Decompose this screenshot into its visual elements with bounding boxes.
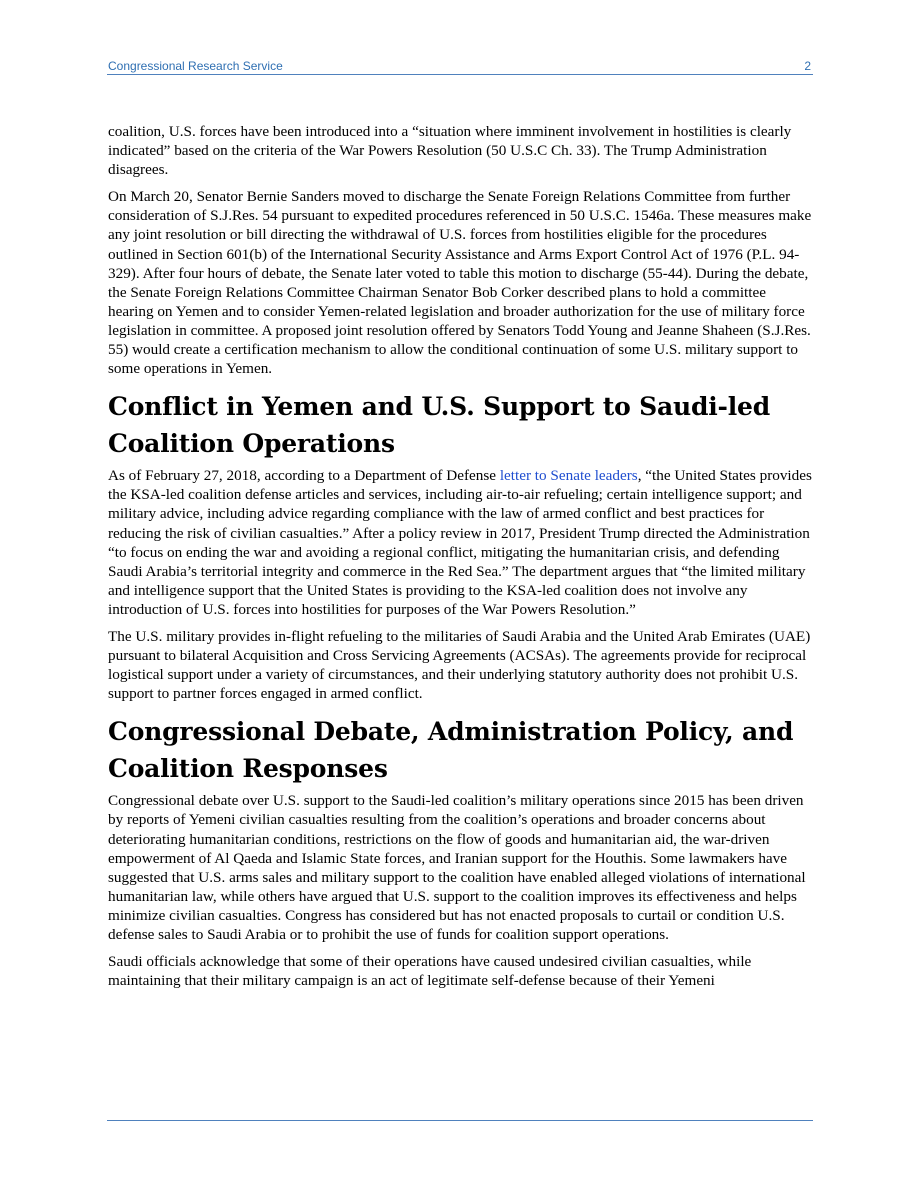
paragraph-5: Congressional debate over U.S. support to the Saudi-led coalition’s military operations since 2015 has been driven by reports of Yemeni civilian casualties resulting from the coalition’s operations and broader concerns about deteriorating humanitarian conditions, restrictions on the flow of goods and humanitarian aid, the war-driven empowerment of Al Qaeda and Islamic State forces, and Iranian support for the Houthis. Some lawmakers have suggested that U.S. arms sales and military support to the coalition have enabled alleged violations of international humanitarian law, while others have argued that U.S. support to the coalition improves its effectiveness and helps minimize civilian casualties. Congress has considered but has not enacted proposals to curtail or condition U.S. defense sales to Saudi Arabia or to prohibit the use of funds for coalition support operations. xyxy=(108,792,806,943)
page-header xyxy=(107,58,813,75)
paragraph-2: On March 20, Senator Bernie Sanders moved to discharge the Senate Foreign Relations Committee from further consideration of S.J.Res. 54 pursuant to expedited procedures referenced in 50 U.S.C. 1546a. These measures make any joint resolution or bill directing the withdrawal of U.S. forces from hostilities eligible for the procedures outlined in Section 601(b) of the International Security Assistance and Arms Export Control Act of 1976 (P.L. 94-329). After four hours of debate, the Senate later voted to table this motion to discharge (55-44). During the debate, the Senate Foreign Relations Committee Chairman Senator Bob Corker described plans to hold a committee hearing on Yemen and to consider Yemen-related legislation and broader authorization for the use of military force legislation in committee. A proposed joint resolution offered by Senators Todd Young and Jeanne Shaheen (S.J.Res. 55) would create a certification mechanism to allow the conditional continuation of some U.S. military support to some operations in Yemen. xyxy=(108,188,812,378)
page-number: 2 xyxy=(804,59,811,73)
document-body xyxy=(108,122,814,998)
header-source: Congressional Research Service xyxy=(108,59,283,73)
paragraph-1: coalition, U.S. forces have been introduced into a “situation where imminent involvement in hostilities is clearly indicated” based on the criteria of the War Powers Resolution (50 U.S.C Ch. 33). The Trump Administration disagrees. xyxy=(108,123,792,179)
paragraph-6: Saudi officials acknowledge that some of their operations have caused undesired civilian casualties, while maintaining that their military campaign is an act of legitimate self-defense because of their Yemeni xyxy=(108,953,752,990)
letter-to-senate-leaders-link[interactable]: letter to Senate leaders xyxy=(499,467,638,485)
footer-divider xyxy=(107,1120,813,1121)
section-heading-conflict: Conflict in Yemen and U.S. Support to Saudi-led Coalition Operations xyxy=(108,392,770,459)
paragraph-3-text-after: , “the United States provides the KSA-led coalition defense articles and services, including air-to-air refueling; certain intelligence support; and military advice, including advice regarding compliance with the law of armed conflict and best practices for reducing the risk of civilian casualties.” After a policy review in 2017, President Trump directed the Administration “to focus on ending the war and avoiding a regional conflict, mitigating the humanitarian crisis, and defending Saudi Arabia’s territorial integrity and commerce in the Red Sea.” The department argues that “the limited military and intelligence support that the United States is providing to the KSA-led coalition does not involve any introduction of U.S. forces into hostilities for purposes of the War Powers Resolution.” xyxy=(108,467,812,618)
paragraph-3-text-before: As of February 27, 2018, according to a Department of Defense xyxy=(108,467,500,485)
paragraph-3 xyxy=(108,466,814,619)
section-heading-congressional-debate: Congressional Debate, Administration Policy, and Coalition Responses xyxy=(108,717,794,784)
paragraph-4: The U.S. military provides in-flight refueling to the militaries of Saudi Arabia and the United Arab Emirates (UAE) pursuant to bilateral Acquisition and Cross Servicing Agreements (ACSAs). The agreements provide for reciprocal logistical support under a variety of circumstances, and their underlying statutory authority does not prohibit U.S. support to partner forces engaged in armed conflict. xyxy=(108,627,811,703)
